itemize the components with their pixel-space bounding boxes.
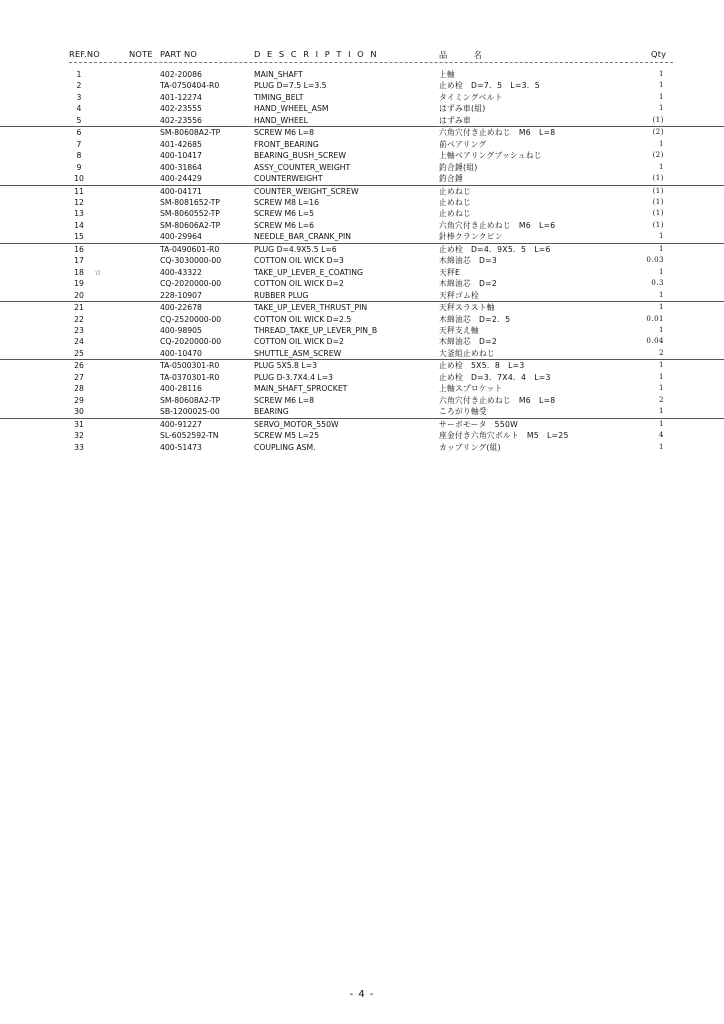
table-row (0, 430, 724, 441)
description-cell: ASSY_COUNTER_WEIGHT (254, 162, 351, 172)
part-no-cell: 402-20086 (160, 70, 202, 79)
column-header-note: NOTE (129, 49, 153, 59)
japanese-name-cell: 前ベアリング (439, 139, 487, 149)
description-cell: TIMING_BELT (254, 92, 304, 102)
part-no-cell: TA-0750404-R0 (160, 81, 220, 91)
part-no-cell: 400-98905 (160, 325, 202, 335)
ref-no-cell: 6 (76, 128, 82, 138)
ref-no-cell: 11 (74, 186, 84, 196)
ref-no-cell: 26 (74, 361, 84, 371)
description-cell: COTTON OIL WICK D=2 (254, 279, 344, 289)
japanese-name-cell: 天秤スラスト軸 (439, 303, 495, 313)
japanese-name-cell: 止め栓 5X5．8 L=3 (439, 361, 525, 371)
japanese-name-cell: 座金付き六角穴ボルト M5 L=25 (439, 431, 569, 441)
ref-no-cell: 19 (74, 279, 84, 289)
table-row (0, 185, 724, 197)
japanese-name-cell: はずみ車 (439, 115, 471, 125)
description-cell: FRONT_BEARING (254, 139, 319, 149)
part-no-cell: SL-6052592-TN (160, 431, 219, 441)
description-cell: BEARING_BUSH_SCREW (254, 151, 347, 161)
column-header-description: D E S C R I P T I O N (254, 49, 379, 59)
ref-no-cell: 17 (74, 256, 84, 266)
table-row (0, 150, 724, 161)
table-row (0, 220, 724, 231)
part-no-cell: 400-29964 (160, 232, 202, 242)
japanese-name-cell: 針棒クランクピン (439, 232, 503, 242)
ref-no-cell: 5 (76, 115, 82, 125)
qty-cell: (1) (652, 197, 664, 206)
description-cell: TAKE_UP_LEVER_E_COATING (254, 267, 363, 277)
qty-cell: 1 (659, 419, 664, 428)
table-row (0, 395, 724, 406)
part-no-cell: 402-23555 (160, 104, 202, 114)
part-no-cell: 402-23556 (160, 115, 202, 125)
japanese-name-cell: カップリング(組) (439, 442, 501, 452)
table-row (0, 348, 724, 359)
part-no-cell: SM-80608A2-TP (160, 395, 221, 405)
ref-no-cell: 2 (76, 81, 82, 91)
ref-no-cell: 1 (76, 70, 82, 79)
note-cell: ☆ (94, 267, 102, 277)
table-row (0, 126, 724, 138)
ref-no-cell: 24 (74, 337, 84, 347)
description-cell: COTTON OIL WICK D=2 (254, 337, 344, 347)
qty-cell: (1) (652, 174, 664, 183)
header-divider (69, 62, 673, 63)
part-no-cell: 401-42685 (160, 139, 202, 149)
part-no-cell: CQ-3030000-00 (160, 256, 222, 266)
description-cell: HAND_WHEEL (254, 115, 308, 125)
qty-cell: 0.3 (651, 279, 664, 288)
ref-no-cell: 3 (76, 92, 82, 102)
description-cell: MAIN_SHAFT_SPROCKET (254, 384, 348, 394)
qty-cell: 0.03 (646, 256, 664, 265)
part-no-cell: CQ-2020000-00 (160, 337, 222, 347)
ref-no-cell: 15 (74, 232, 84, 242)
qty-cell: 0.01 (646, 314, 664, 323)
ref-no-cell: 30 (74, 407, 84, 417)
qty-cell: 1 (659, 372, 664, 381)
japanese-name-cell: タイミングベルト (439, 92, 503, 102)
table-row (0, 103, 724, 114)
qty-cell: 1 (659, 267, 664, 276)
table-row (0, 372, 724, 383)
table-row (0, 290, 724, 301)
qty-cell: 1 (659, 92, 664, 101)
description-cell: TAKE_UP_LEVER_THRUST_PIN (254, 303, 368, 313)
part-no-cell: SM-8060552-TP (160, 209, 220, 219)
qty-cell: 1 (659, 325, 664, 334)
part-no-cell: 400-28116 (160, 384, 202, 394)
ref-no-cell: 12 (74, 197, 84, 207)
part-no-cell: 400-91227 (160, 419, 202, 429)
japanese-name-cell: 木綿油芯 D=3 (439, 256, 498, 266)
description-cell: PLUG D=4.9X5.5 L=6 (254, 244, 337, 254)
table-row (0, 115, 724, 126)
ref-no-cell: 10 (74, 174, 84, 184)
ref-no-cell: 23 (74, 325, 84, 335)
description-cell: SCREW M8 L=16 (254, 197, 319, 207)
description-cell: SHUTTLE_ASM_SCREW (254, 348, 342, 358)
part-no-cell: 400-22678 (160, 303, 202, 313)
table-row (0, 278, 724, 289)
part-no-cell: TA-0490601-R0 (160, 244, 220, 254)
qty-cell: 1 (659, 244, 664, 253)
qty-cell: 1 (659, 384, 664, 393)
table-row (0, 197, 724, 208)
japanese-name-cell: 木綿油芯 D=2 (439, 337, 498, 347)
ref-no-cell: 9 (76, 162, 82, 172)
ref-no-cell: 21 (74, 303, 84, 313)
ref-no-cell: 33 (74, 442, 84, 452)
japanese-name-cell: 木綿油芯 D=2．5 (439, 314, 511, 324)
part-no-cell: 400-51473 (160, 442, 202, 452)
description-cell: COUNTERWEIGHT (254, 174, 323, 184)
description-cell: HAND_WHEEL_ASM (254, 104, 329, 114)
japanese-name-cell: 六角穴付き止めねじ M6 L=8 (439, 395, 556, 405)
part-no-cell: 228-10907 (160, 290, 202, 300)
description-cell: SCREW M6 L=5 (254, 209, 315, 219)
japanese-name-cell: サーボモータ 550W (439, 419, 519, 429)
qty-cell: 1 (659, 70, 664, 78)
ref-no-cell: 14 (74, 220, 84, 230)
japanese-name-cell: 天秤ゴム栓 (439, 290, 479, 300)
ref-no-cell: 18 (74, 267, 84, 277)
ref-no-cell: 16 (74, 244, 84, 254)
description-cell: BEARING (254, 407, 289, 417)
description-cell: THREAD_TAKE_UP_LEVER_PIN_B (254, 325, 378, 335)
japanese-name-cell: 六角穴付き止めねじ M6 L=8 (439, 128, 556, 138)
description-cell: RUBBER PLUG (254, 290, 309, 300)
ref-no-cell: 13 (74, 209, 84, 219)
ref-no-cell: 31 (74, 419, 84, 429)
japanese-name-cell: 止めねじ (439, 186, 471, 196)
page-number: - 4 - (349, 989, 375, 1000)
table-row (0, 336, 724, 347)
qty-cell: 2 (659, 395, 664, 404)
qty-cell: 0.04 (646, 337, 664, 346)
table-row (0, 406, 724, 417)
table-row (0, 92, 724, 103)
description-cell: COUPLING ASM. (254, 442, 316, 452)
table-row (0, 301, 724, 313)
description-cell: PLUG D=7.5 L=3.5 (254, 81, 327, 91)
part-no-cell: SM-8081652-TP (160, 197, 220, 207)
description-cell: SERVO_MOTOR_550W (254, 419, 339, 429)
description-cell: COUNTER_WEIGHT_SCREW (254, 186, 359, 196)
table-row (0, 162, 724, 173)
qty-cell: (1) (652, 115, 664, 124)
column-header-japanese-name: 品 名 (439, 50, 491, 60)
japanese-name-cell: 釣合錘 (439, 174, 463, 184)
part-no-cell: TA-0370301-R0 (160, 372, 220, 382)
qty-cell: 1 (659, 162, 664, 171)
japanese-name-cell: 上軸スプロケット (439, 384, 503, 394)
qty-cell: 1 (659, 232, 664, 241)
japanese-name-cell: 止め栓 D=3．7X4．4 L=3 (439, 372, 551, 382)
part-no-cell: 400-10470 (160, 348, 202, 358)
table-row (0, 231, 724, 242)
japanese-name-cell: 六角穴付き止めねじ M6 L=6 (439, 220, 556, 230)
parts-table (0, 69, 724, 453)
part-no-cell: 401-12274 (160, 92, 202, 102)
qty-cell: 1 (659, 361, 664, 370)
description-cell: SCREW M6 L=8 (254, 395, 315, 405)
ref-no-cell: 28 (74, 384, 84, 394)
description-cell: MAIN_SHAFT (254, 70, 303, 79)
column-header-qty: Qty (651, 49, 667, 59)
table-row (0, 359, 724, 371)
table-row (0, 139, 724, 150)
description-cell: SCREW M6 L=6 (254, 220, 315, 230)
japanese-name-cell: 釣合錘(組) (439, 162, 478, 172)
ref-no-cell: 25 (74, 348, 84, 358)
qty-cell: (1) (652, 186, 664, 195)
ref-no-cell: 7 (76, 139, 82, 149)
part-no-cell: 400-04171 (160, 186, 202, 196)
qty-cell: 4 (659, 431, 664, 440)
qty-cell: 1 (659, 407, 664, 416)
table-row (0, 80, 724, 91)
description-cell: SCREW M6 L=8 (254, 128, 315, 138)
table-row (0, 325, 724, 336)
japanese-name-cell: 大釜組止めねじ (439, 348, 495, 358)
japanese-name-cell: 止めねじ (439, 197, 471, 207)
description-cell: NEEDLE_BAR_CRANK_PIN (254, 232, 352, 242)
qty-cell: 1 (659, 104, 664, 113)
ref-no-cell: 4 (76, 104, 82, 114)
table-row (0, 69, 724, 80)
ref-no-cell: 8 (76, 151, 82, 161)
japanese-name-cell: 止め栓 D=4．9X5．5 L=6 (439, 244, 551, 254)
table-row (0, 255, 724, 266)
qty-cell: (2) (652, 151, 664, 160)
part-no-cell: 400-31864 (160, 162, 202, 172)
table-row (0, 418, 724, 430)
table-row (0, 243, 724, 255)
qty-cell: 2 (659, 348, 664, 357)
part-no-cell: CQ-2520000-00 (160, 314, 222, 324)
qty-cell: (1) (652, 220, 664, 229)
table-row (0, 442, 724, 453)
japanese-name-cell: 木綿油芯 D=2 (439, 279, 498, 289)
column-header-ref-no: REF.NO (69, 49, 101, 59)
ref-no-cell: 29 (74, 395, 84, 405)
table-row (0, 267, 724, 278)
japanese-name-cell: 天秤支え軸 (439, 325, 479, 335)
qty-cell: 1 (659, 139, 664, 148)
japanese-name-cell: 上軸 (439, 70, 455, 79)
part-no-cell: SM-80608A2-TP (160, 128, 221, 138)
description-cell: PLUG 5X5.8 L=3 (254, 361, 318, 371)
table-row (0, 314, 724, 325)
table-row (0, 383, 724, 394)
japanese-name-cell: 天秤E (439, 267, 461, 277)
part-no-cell: TA-0500301-R0 (160, 361, 220, 371)
description-cell: PLUG D-3.7X4.4 L=3 (254, 372, 334, 382)
column-header-part-no: PART NO (160, 49, 198, 59)
japanese-name-cell: はずみ車(組) (439, 104, 486, 114)
qty-cell: (1) (652, 209, 664, 218)
ref-no-cell: 22 (74, 314, 84, 324)
description-cell: COTTON OIL WICK D=2.5 (254, 314, 352, 324)
table-row (0, 173, 724, 184)
description-cell: COTTON OIL WICK D=3 (254, 256, 344, 266)
qty-cell: 1 (659, 303, 664, 312)
japanese-name-cell: 止め栓 D=7．5 L=3．5 (439, 81, 540, 91)
part-no-cell: 400-43322 (160, 267, 202, 277)
qty-cell: 1 (659, 81, 664, 90)
qty-cell: 1 (659, 290, 664, 299)
part-no-cell: CQ-2020000-00 (160, 279, 222, 289)
part-no-cell: SM-80606A2-TP (160, 220, 221, 230)
part-no-cell: 400-10417 (160, 151, 202, 161)
ref-no-cell: 27 (74, 372, 84, 382)
table-row (0, 208, 724, 219)
part-no-cell: 400-24429 (160, 174, 202, 184)
qty-cell: 1 (659, 442, 664, 451)
japanese-name-cell: 上軸ベアリングブッシュねじ (439, 151, 542, 161)
qty-cell: (2) (652, 128, 664, 137)
description-cell: SCREW M5 L=25 (254, 431, 319, 441)
part-no-cell: SB-1200025-00 (160, 407, 220, 417)
japanese-name-cell: 止めねじ (439, 209, 471, 219)
ref-no-cell: 32 (74, 431, 84, 441)
ref-no-cell: 20 (74, 290, 84, 300)
japanese-name-cell: ころがり軸受 (439, 407, 487, 417)
